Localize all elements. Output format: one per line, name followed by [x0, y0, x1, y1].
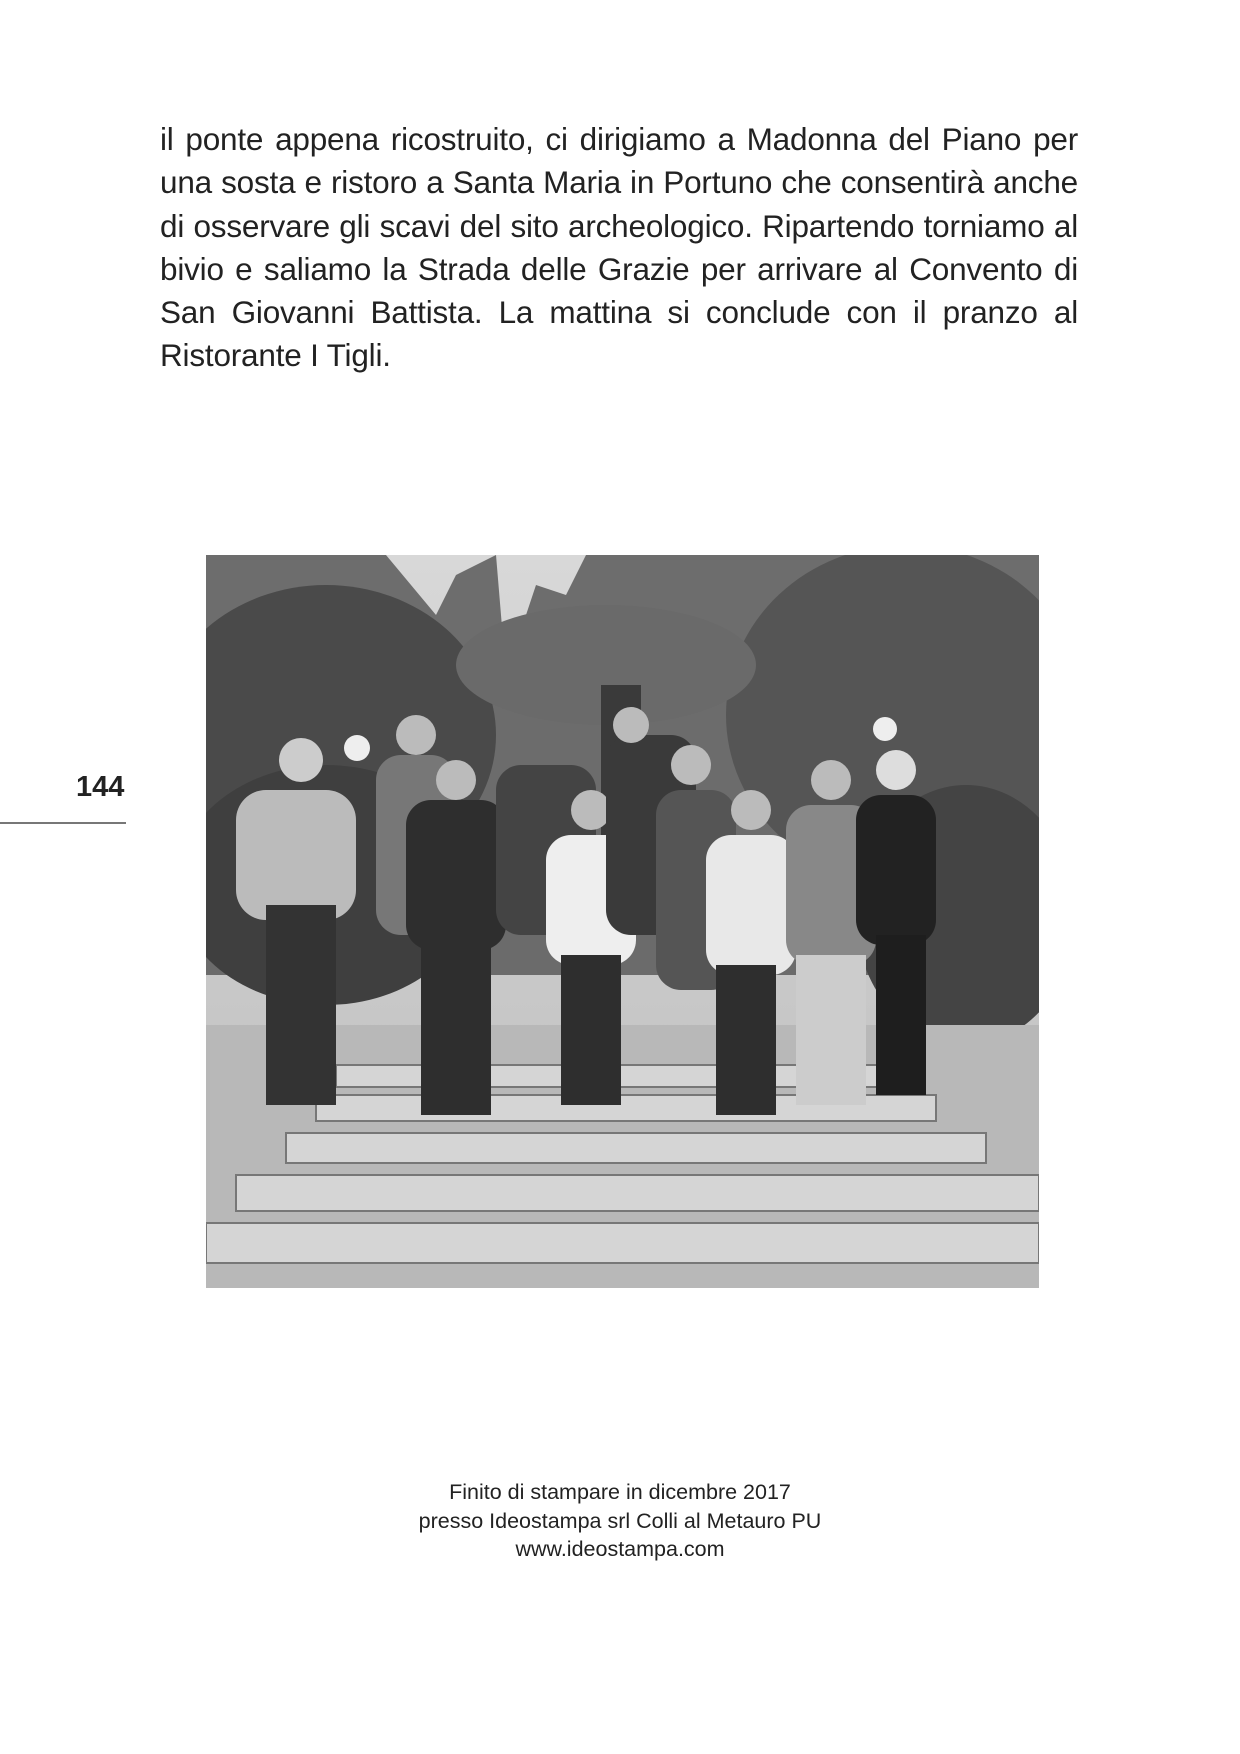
colophon-printer: presso Ideostampa srl Colli al Metauro PU [418, 1508, 822, 1533]
page-number-rule [0, 822, 126, 824]
body-paragraph: il ponte appena ricostruito, ci dirigiamo a Madonna del Piano per una sosta e ristoro a Santa Maria in Portuno che consentirà anche di osservare gli scavi del sito archeologico. Ripartendo torniamo al bivio e saliamo la Strada delle Grazie per arrivare al Convento di San Giovanni Battista. La mattina si conclude con il pranzo al Ristorante I Tigli. [160, 121, 1078, 374]
page-number: 144 [76, 771, 125, 803]
colophon-website: www.ideostampa.com [515, 1537, 725, 1561]
group-photo-image [206, 555, 1039, 1288]
colophon-print-date: Finito di stampare in dicembre 2017 [449, 1480, 791, 1504]
colophon [0, 1478, 1240, 1564]
group-photo [206, 555, 1039, 1288]
